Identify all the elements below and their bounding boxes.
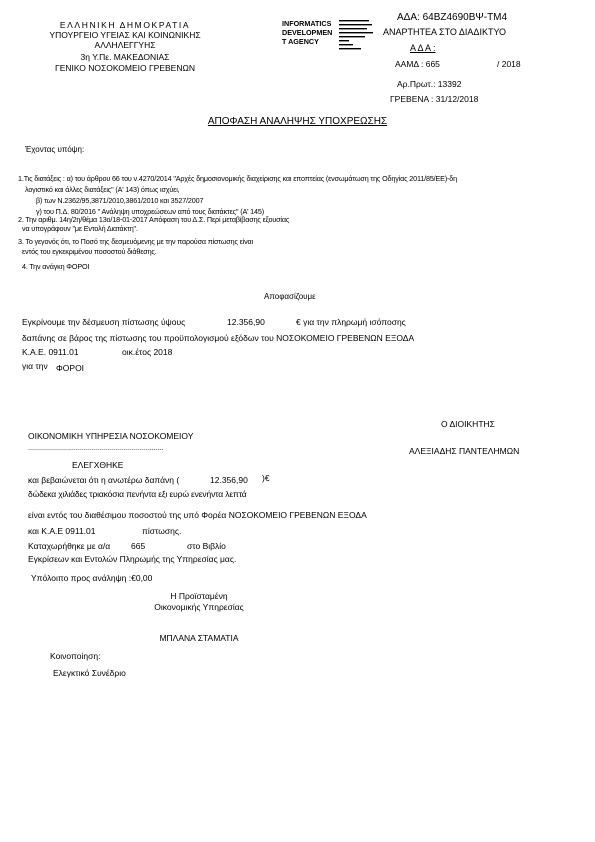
consideration-3-cont: εντός του εγκεκριμένου ποσοστού διάθεσης. [22, 247, 157, 256]
decision-heading: Αποφασίζουμε [264, 292, 316, 301]
stamp-line-1: INFORMATICS [282, 19, 332, 28]
ada-code: ΑΔΑ: 64ΒΖ4690ΒΨ-ΤΜ4 [397, 12, 508, 23]
approve-text-tail: € για την πληρωμή ισόποσης [296, 317, 406, 327]
consideration-1a: 1.Τις διατάξεις : α) του άρθρου 66 του ν.4270/2014 "Αρχές δημοσιονομικής διαχείρισης και εποπτείας (ενσωμάτωση της Οδηγίας 2011/85/ΕΕ)-δη [18, 174, 458, 183]
finance-head-title: Η Προϊσταμένη [170, 591, 228, 601]
place-date: ΓΡΕΒΕΝΑ : 31/12/2018 [390, 94, 479, 104]
finance-service: ΟΙΚΟΝΟΜΙΚΗ ΥΠΗΡΕΣΙΑ ΝΟΣΟΚΟΜΕΙΟΥ [28, 431, 194, 441]
remaining-balance: Υπόλοιπο προς ανάληψη :€0,00 [31, 573, 153, 583]
consideration-3: 3. Το γεγονός ότι, το Ποσό της δεσμευόμενης με την παρούσα πίστωσης είναι [18, 237, 253, 246]
notification-label: Κοινοποίηση: [50, 651, 101, 661]
checked-stamp: ΕΛΕΓΧΘΗΚΕ [72, 460, 124, 470]
consideration-1b: β) των Ν.2362/95,3871/2010,3861/2010 και 3527/2007 [36, 196, 204, 205]
notification-recipient: Ελεγκτικό Συνέδριο [53, 668, 126, 678]
document-title: ΑΠΟΦΑΣΗ ΑΝΑΛΗΨΗΣ ΥΠΟΧΡΕΩΣΗΣ [207, 116, 388, 127]
within-budget-text: είναι εντός του διαθέσιμου ποσοστού της υπό Φορέα ΝΟΣΟΚΟΜΕΙΟ ΓΡΕΒΕΝΩΝ ΕΞΟΔΑ [28, 510, 367, 520]
aamd-year: / 2018 [497, 59, 521, 69]
registered-number: 665 [131, 541, 146, 551]
stamp-line-2: DEVELOPMEN [282, 28, 333, 37]
registered-text: Καταχωρήθηκε με α/α [28, 541, 111, 551]
having-regard-label: Έχοντας υπόψη: [25, 145, 85, 154]
finance-head-title-2: Οικονομικής Υπηρεσίας [154, 602, 244, 612]
posting-notice: ΑΝΑΡΤΗΤΕΑ ΣΤΟ ΔΙΑΔΙΚΤΥΟ [383, 27, 506, 37]
aamd-number: ΑΑΜΔ : 665 [395, 59, 440, 69]
dotted-line: .................................................................... [28, 443, 164, 452]
credit-label: πίστωσης. [142, 526, 182, 536]
digital-signature-stamp-icon [338, 19, 374, 55]
stamp-line-3: T AGENCY [282, 37, 319, 46]
consideration-1c: γ) του Π.Δ. 80/2016 " Ανάληψη υποχρεώσεων από τους διατάκτες" (Α' 145) [36, 207, 264, 216]
certify-text: και βεβαιώνεται ότι η ανωτέρω δαπάνη ( [28, 475, 180, 485]
purpose-value: ΦΟΡΟΙ [56, 363, 85, 373]
ada-label: Α Δ Α : [410, 43, 436, 53]
approve-amount: 12.356,90 [227, 317, 265, 327]
certify-amount: 12.356,90 [210, 475, 248, 485]
approve-text: Εγκρίνουμε την δέσμευση πίστωσης ύψους [22, 317, 186, 327]
consideration-1a-cont: λογιστικό και άλλες διατάξεις" (Α' 143) όπως ισχύει, [25, 185, 180, 194]
director-name: ΑΛΕΞΙΑΔΗΣ ΠΑΝΤΕΛΗΜΩΝ [409, 446, 520, 456]
protocol-number: Αρ.Πρωτ.: 13392 [397, 79, 462, 89]
country-name: ΕΛΛΗΝΙΚΗ ΔΗΜΟΚΡΑΤΙΑ [59, 20, 191, 30]
certify-currency: )€ [262, 473, 270, 483]
ministry-name: ΥΠΟΥΡΓΕΙΟ ΥΓΕΙΑΣ ΚΑΙ ΚΟΙΝΩΝΙΚΗΣ [49, 30, 201, 40]
health-region: 3η Υ.Πε. ΜΑΚΕΔΟΝΙΑΣ [80, 52, 170, 62]
amount-in-words: δώδεκα χιλιάδες τριακόσια πενήντα εξι ευρώ ενενήντα λεπτά [28, 489, 247, 499]
expense-line: δαπάνης σε βάρος της πίστωσης του προϋπολογισμού εξόδων του ΝΟΣΟΚΟΜΕΙΟ ΓΡΕΒΕΝΩΝ ΕΞΟΔΑ [22, 333, 415, 343]
consideration-4: 4. Την ανάγκη ΦΟΡΟΙ [22, 262, 90, 271]
book-name: Εγκρίσεων και Εντολών Πληρωμής της Υπηρεσίας μας. [28, 554, 237, 564]
ministry-name-cont: ΑΛΛΗΛΕΓΓΥΗΣ [94, 40, 156, 50]
kae-code: Κ.Α.Ε. 0911.01 [22, 347, 79, 357]
finance-head-name: ΜΠΛΑΝΑ ΣΤΑΜΑΤΙΑ [159, 633, 239, 643]
fiscal-year: οικ.έτος 2018 [122, 347, 173, 357]
consideration-2-cont: να υπογράφουν "με Εντολή Διατάκτη". [22, 224, 138, 233]
kae-code-2: και Κ.Α.Ε 0911.01 [28, 526, 96, 536]
hospital-name: ΓΕΝΙΚΟ ΝΟΣΟΚΟΜΕΙΟ ΓΡΕΒΕΝΩΝ [55, 63, 195, 73]
consideration-2: 2. Την αριθμ. 14η/2η/θέμα 13ο/18-01-2017 Απόφαση του Δ.Σ. Περί μεταβίβασης εξουσίας [18, 215, 290, 224]
purpose-label: για την [22, 361, 48, 371]
director-title: Ο ΔΙΟΙΚΗΤΗΣ [441, 419, 495, 429]
registered-book: στο Βιβλίο [187, 541, 226, 551]
